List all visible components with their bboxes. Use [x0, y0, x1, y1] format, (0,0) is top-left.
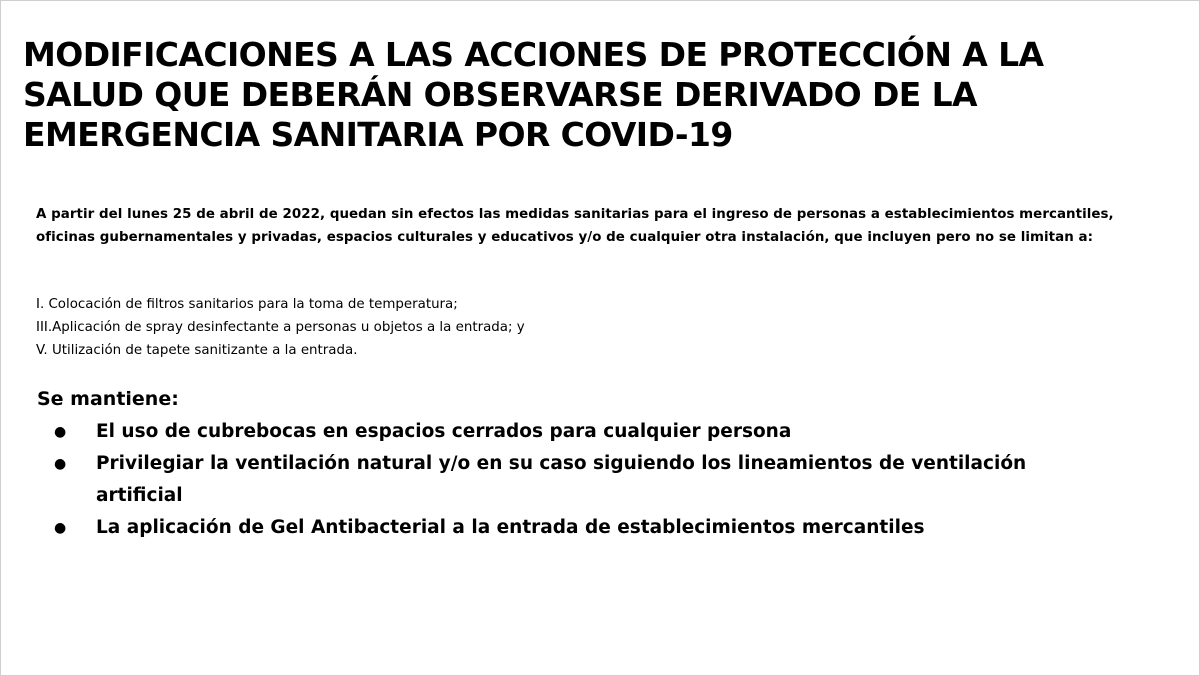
list-item-text: El uso de cubrebocas en espacios cerrados para cualquier persona	[96, 421, 792, 442]
bullet-icon: ●	[54, 424, 67, 440]
list-item-text: Privilegiar la ventilación natural y/o en su caso siguiendo los lineamientos de ventilación artificial	[96, 453, 1027, 506]
kept-heading: Se mantiene:	[37, 388, 179, 410]
measure-item: I. Colocación de filtros sanitarios para la toma de temperatura;	[36, 297, 458, 312]
suspended-measures-list	[36, 293, 1116, 362]
list-item	[1, 448, 1076, 512]
measure-item: V. Utilización de tapete sanitizante a la entrada.	[36, 343, 358, 358]
intro-paragraph: A partir del lunes 25 de abril de 2022, quedan sin efectos las medidas sanitarias para el ingreso de personas a establecimientos mercantiles, oficinas gubernamentales y privadas, espacios culturales y educativos y/o de cualquier otra instalación, que incluyen pero no se limitan a:	[36, 207, 1114, 245]
list-item	[1, 416, 1076, 448]
measure-item: III.Aplicación de spray desinfectante a personas u objetos a la entrada; y	[36, 320, 525, 335]
list-item-text: La aplicación de Gel Antibacterial a la entrada de establecimientos mercantiles	[96, 517, 925, 538]
slide-title: MODIFICACIONES A LAS ACCIONES DE PROTECCIÓN A LA SALUD QUE DEBERÁN OBSERVARSE DERIVADO DE LA EMERGENCIA SANITARIA POR COVID-19	[23, 35, 1044, 154]
bullet-icon: ●	[54, 520, 67, 536]
list-item	[1, 512, 1076, 544]
bullet-icon: ●	[54, 456, 67, 472]
kept-measures-list	[1, 416, 1101, 544]
